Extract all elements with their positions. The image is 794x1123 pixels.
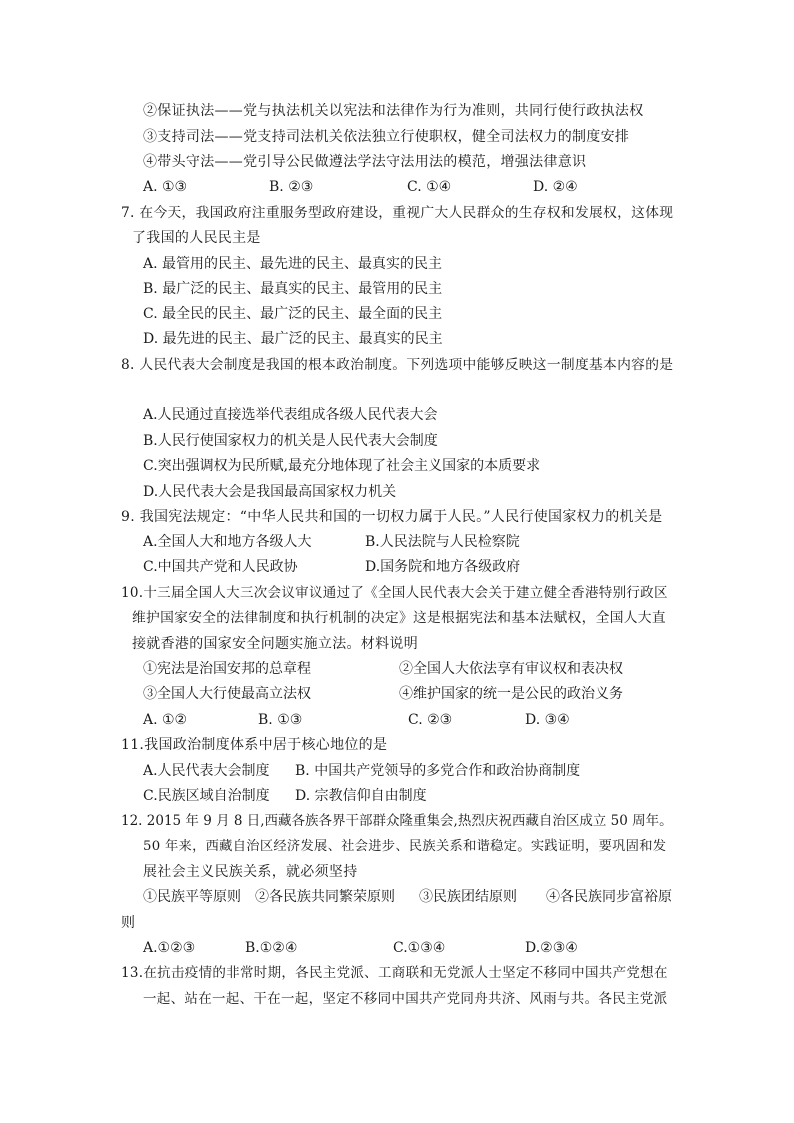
q10-statement-1: ①宪法是治国安邦的总章程 <box>143 661 311 677</box>
q11-option-b: B. 中国共产党领导的多党合作和政治协商制度 <box>295 763 581 779</box>
q8-option-c: C.突出强调权为民所赋,最充分地体现了社会主义国家的本质要求 <box>143 458 541 474</box>
q9-option-b: B.人民法院与人民检察院 <box>365 534 520 550</box>
q8-stem-line-1: 8. 人民代表大会制度是我国的根本政治制度。下列选项中能够反映这一制度基本内容的是 <box>121 357 674 373</box>
q6-statement-2: ②保证执法——党与执法机关以宪法和法律作为行为准则，共同行使行政执法权 <box>143 103 644 119</box>
q12-option-a: A.①②③ <box>143 940 196 956</box>
q7-stem-line-1: 7. 在今天，我国政府注重服务型政府建设，重视广大人民群众的生存权和发展权，这体现 <box>121 205 674 221</box>
q7-option-c: C. 最全民的民主、最广泛的民主、最全面的民主 <box>143 306 443 322</box>
q6-option-a: A. ①③ <box>143 179 188 195</box>
q6-option-c: C. ①④ <box>407 179 452 195</box>
q6-statement-4: ④带头守法——党引导公民做遵法学法守法用法的模范，增强法律意识 <box>143 154 587 170</box>
q12-statement-4: ④各民族同步富裕原 <box>546 889 672 905</box>
q12-option-d: D.②③④ <box>525 940 578 956</box>
q10-stem-line-2: 维护国家安全的法律制度和执行机制的决定》这是根据宪法和基本法赋权，全国人大直 <box>132 610 666 626</box>
q9-stem-line-1: 9. 我国宪法规定：“中华人民共和国的一切权力属于人民。”人民行使国家权力的机关是 <box>121 509 663 525</box>
q12-statement-3: ③民族团结原则 <box>419 889 517 905</box>
q12-statement-1: ①民族平等原则 <box>143 889 241 905</box>
q8-option-b: B.人民行使国家权力的机关是人民代表大会制度 <box>143 433 438 449</box>
q10-stem-line-1: 10.十三届全国人大三次会议审议通过了《全国人民代表大会关于建立健全香港特别行政区 <box>121 585 668 601</box>
q10-statement-3: ③全国人大行使最高立法权 <box>143 686 311 702</box>
q10-option-a: A. ①② <box>143 712 188 728</box>
q10-option-d: D. ③④ <box>525 712 570 728</box>
q9-option-a: A.全国人大和地方各级人大 <box>143 534 312 550</box>
q10-option-b: B. ①③ <box>258 712 303 728</box>
q12-stem-line-1: 12. 2015 年 9 月 8 日,西藏各族各界干部群众隆重集会,热烈庆祝西藏自治区成立 50 周年。 <box>121 813 673 829</box>
q10-option-c: C. ②③ <box>408 712 453 728</box>
q12-option-b: B.①②④ <box>245 940 298 956</box>
q10-stem-line-3: 接就香港的国家安全问题实施立法。材料说明 <box>132 636 418 652</box>
q11-option-c: C.民族区域自治制度 <box>143 788 270 804</box>
q13-stem-line-2: 一起、站在一起、干在一起，坚定不移同中国共产党同舟共济、风雨与共。各民主党派 <box>143 991 668 1007</box>
q11-option-a: A.人民代表大会制度 <box>143 763 270 779</box>
q7-option-a: A. 最管用的民主、最先进的民主、最真实的民主 <box>143 256 443 272</box>
q12-option-c: C.①③④ <box>393 940 446 956</box>
q8-option-d: D.人民代表大会是我国最高国家权力机关 <box>143 484 397 500</box>
q7-option-b: B. 最广泛的民主、最真实的民主、最管用的民主 <box>143 281 443 297</box>
q13-stem-line-1: 13.在抗击疫情的非常时期，各民主党派、工商联和无党派人士坚定不移同中国共产党想在 <box>121 965 668 981</box>
q11-stem-line-1: 11.我国政治制度体系中居于核心地位的是 <box>121 737 388 753</box>
q6-statement-3: ③支持司法——党支持司法机关依法独立行使职权，健全司法权力的制度安排 <box>143 129 630 145</box>
q6-option-b: B. ②③ <box>269 179 314 195</box>
q12-stem-line-3: 展社会主义民族关系，就必须坚持 <box>143 864 358 880</box>
q12-statement-2: ②各民族共同繁荣原则 <box>255 889 395 905</box>
q12-stem-line-2: 50 年来，西藏自治区经济发展、社会进步、民族关系和谐稳定。实践证明，要巩固和发 <box>143 839 667 854</box>
q9-option-d: D.国务院和地方各级政府 <box>365 559 521 575</box>
q12-statement-4-wrap: 则 <box>121 915 135 931</box>
q7-stem-line-2: 了我国的人民民主是 <box>132 230 261 246</box>
q9-option-c: C.中国共产党和人民政协 <box>143 559 298 575</box>
q10-statement-2: ②全国人大依法享有审议权和表决权 <box>399 661 623 677</box>
q6-option-d: D. ②④ <box>533 179 578 195</box>
q10-statement-4: ④维护国家的统一是公民的政治义务 <box>399 686 623 702</box>
q8-option-a: A.人民通过直接选举代表组成各级人民代表大会 <box>143 407 438 423</box>
q7-option-d: D. 最先进的民主、最广泛的民主、最真实的民主 <box>143 331 443 347</box>
q11-option-d: D. 宗教信仰自由制度 <box>295 788 427 804</box>
